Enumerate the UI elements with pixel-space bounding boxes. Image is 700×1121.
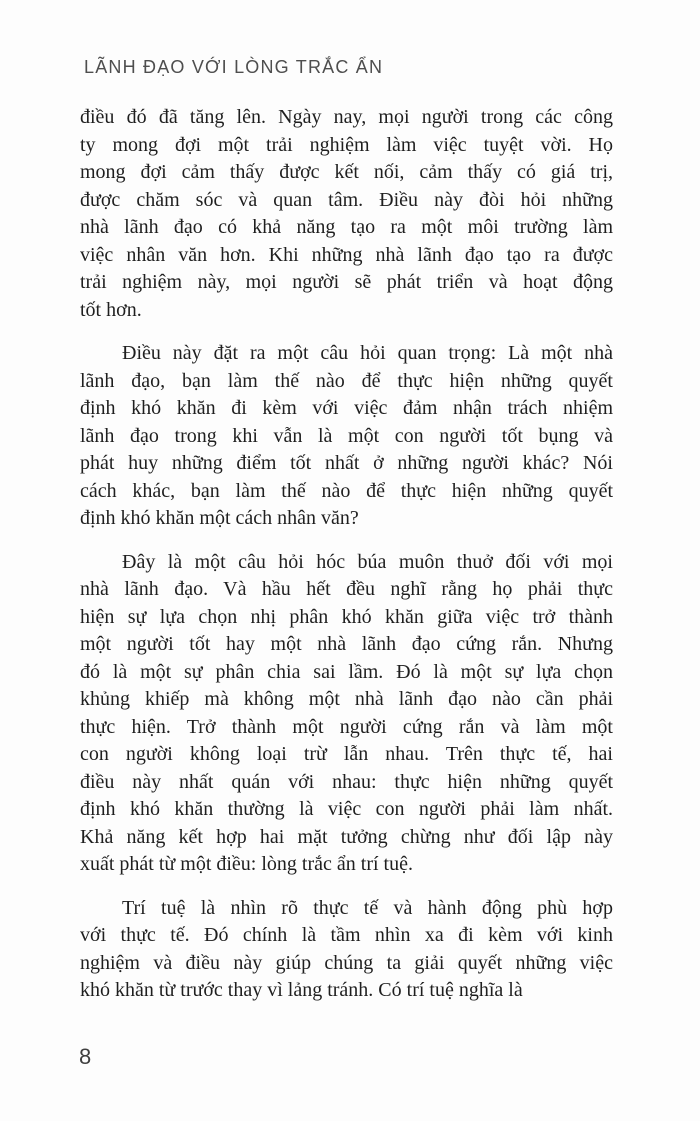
text-line: tốt hơn. bbox=[80, 298, 142, 321]
running-header: LÃNH ĐẠO VỚI LÒNG TRẮC ẨN bbox=[84, 57, 384, 77]
text-line: hiện sự lựa chọn nhị phân khó khăn giữa việc trở thành bbox=[80, 605, 613, 628]
page-number: 8 bbox=[79, 1044, 92, 1069]
text-line: việc nhân văn hơn. Khi những nhà lãnh đạo tạo ra được bbox=[80, 243, 613, 266]
text-line: với thực tế. Đó chính là tầm nhìn xa đi kèm với kinh bbox=[80, 924, 613, 946]
text-line: mong đợi cảm thấy được kết nối, cảm thấy có giá trị, bbox=[80, 161, 613, 183]
paragraph bbox=[80, 104, 613, 324]
text-line: được chăm sóc và quan tâm. Điều này đòi hỏi những bbox=[80, 188, 613, 211]
text-line: Khả năng kết hợp hai mặt tưởng chừng như đối lập này bbox=[80, 825, 613, 848]
text-line: khủng khiếp mà không một nhà lãnh đạo nào cần phải bbox=[80, 688, 613, 710]
text-line: đó là một sự phân chia sai lầm. Đó là một sự lựa chọn bbox=[80, 660, 613, 683]
text-line: thực hiện. Trở thành một người cứng rắn và làm một bbox=[80, 715, 613, 738]
text-line: xuất phát từ một điều: lòng trắc ẩn trí tuệ. bbox=[80, 853, 413, 875]
text-line: điều này nhất quán với nhau: thực hiện những quyết bbox=[80, 770, 613, 793]
text-line: nghiệm và điều này giúp chúng ta giải quyết những việc bbox=[80, 951, 613, 974]
text-line: nhà lãnh đạo. Và hầu hết đều nghĩ rằng họ phải thực bbox=[80, 578, 613, 600]
paragraph bbox=[80, 340, 613, 533]
text-line: điều đó đã tăng lên. Ngày nay, mọi người trong các công bbox=[80, 106, 613, 128]
text-line: định khó khăn thường là việc con người phải làm nhất. bbox=[80, 798, 613, 820]
text-line: ty mong đợi một trải nghiệm làm việc tuyệt vời. Họ bbox=[80, 133, 613, 156]
text-line: lãnh đạo trong khi vẫn là một con người tốt bụng và bbox=[80, 424, 613, 447]
text-line: phát huy những điểm tốt nhất ở những người khác? Nói bbox=[80, 452, 613, 474]
text-line: Điều này đặt ra một câu hỏi quan trọng: Là một nhà bbox=[122, 342, 613, 364]
text-line: Đây là một câu hỏi hóc búa muôn thuở đối với mọi bbox=[122, 550, 613, 573]
text-line: trải nghiệm này, mọi người sẽ phát triển và hoạt động bbox=[80, 271, 613, 293]
text-line: khó khăn từ trước thay vì lảng tránh. Có trí tuệ nghĩa là bbox=[80, 979, 523, 1001]
text-line: cách khác, bạn làm thế nào để thực hiện những quyết bbox=[80, 479, 613, 502]
text-line: định khó khăn một cách nhân văn? bbox=[80, 507, 359, 529]
paragraph bbox=[80, 895, 613, 1005]
body-text bbox=[80, 104, 613, 1005]
paragraph bbox=[80, 549, 613, 879]
text-line: định khó khăn đi kèm với việc đảm nhận trách nhiệm bbox=[80, 397, 613, 419]
text-line: con người không loại trừ lẫn nhau. Trên thực tế, hai bbox=[80, 743, 613, 765]
text-line: Trí tuệ là nhìn rõ thực tế và hành động phù hợp bbox=[122, 896, 613, 919]
text-line: lãnh đạo, bạn làm thế nào để thực hiện những quyết bbox=[80, 369, 613, 392]
text-line: nhà lãnh đạo có khả năng tạo ra một môi trường làm bbox=[80, 216, 613, 238]
text-line: một người tốt hay một nhà lãnh đạo cứng rắn. Nhưng bbox=[80, 633, 613, 655]
